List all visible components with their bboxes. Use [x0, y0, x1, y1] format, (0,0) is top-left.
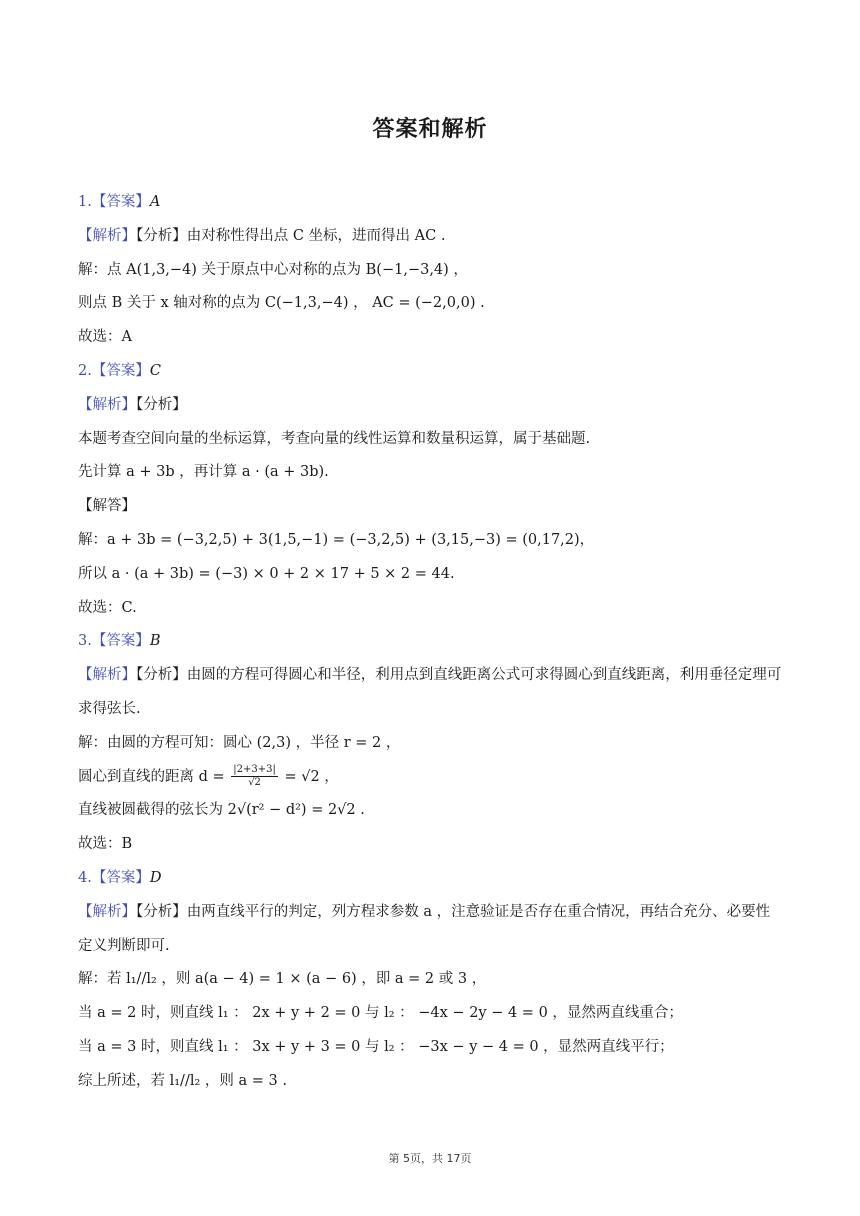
- answer-body: [78, 186, 783, 1099]
- q1-jiexi-tag: 【解析】: [78, 227, 136, 244]
- q1-solution-2: 则点 B 关于 x 轴对称的点为 C(−1,3,−4) ， AC = (−2,0,0) .: [78, 295, 485, 312]
- q3-analysis: [78, 659, 783, 727]
- q4-solution-2: 当 a = 2 时，则直线 l₁ ： 2x + y + 2 = 0 与 l₂ ： −4x − 2y − 4 = 0 ，显然两直线重合；: [78, 1005, 683, 1022]
- q1-solution-1: 解：点 A(1,3,−4) 关于原点中心对称的点为 B(−1,−3,4) ，: [78, 261, 468, 278]
- q1-choice: 故选：A: [78, 329, 132, 346]
- q1-analysis: [78, 220, 783, 254]
- q3-number: 3.: [78, 633, 92, 650]
- q3-fraction-denominator: √2: [248, 777, 261, 789]
- q4-answer-line: [78, 862, 783, 896]
- q1-answer-tag: 【答案】: [91, 194, 150, 210]
- q1-number: 1.: [78, 194, 92, 210]
- q1-answer: A: [149, 194, 161, 210]
- page-title: 答案和解析: [372, 117, 488, 142]
- q2-answer-tag: 【答案】: [91, 362, 150, 379]
- q4-solution-3: 当 a = 3 时，则直线 l₁ ： 3x + y + 3 = 0 与 l₂ ： −3x − y − 4 = 0 ，显然两直线平行；: [78, 1038, 674, 1055]
- q2-analysis: [78, 389, 783, 423]
- q4-answer: D: [149, 869, 162, 886]
- q3-distance-fraction: [231, 764, 278, 789]
- q4-fenxi: 【分析】由两直线平行的判定，列方程求参数 a ，注意验证是否存在重合情况，再结合充分、必要性定义判断即可.: [78, 903, 771, 954]
- q3-solution-2: [78, 761, 783, 795]
- q2-jieda-tag: 【解答】: [78, 498, 136, 515]
- q4-solution-1: 解：若 l₁//l₂ ，则 a(a − 4) = 1 × (a − 6) ，即 a = 2 或 3 ，: [78, 971, 487, 988]
- q3-fraction-numerator: |2+3+3|: [233, 764, 276, 776]
- q4-jiexi-tag: 【解析】: [78, 903, 136, 920]
- q2-solution-1: 解：a + 3b = (−3,2,5) + 3(1,5,−1) = (−3,2,5) + (3,15,−3) = (0,17,2)，: [78, 531, 595, 548]
- q2-choice: 故选：C.: [78, 599, 137, 616]
- q2-solution-2: 所以 a · (a + 3b) = (−3) × 0 + 2 × 17 + 5 × 2 = 44.: [78, 565, 455, 582]
- q3-distance-text: 圆心到直线的距离 d =: [78, 768, 230, 785]
- q4-analysis: [78, 896, 783, 964]
- q2-answer-line: [78, 355, 783, 389]
- q4-answer-tag: 【答案】: [91, 869, 150, 886]
- q4-conclusion: 综上所述，若 l₁//l₂ ，则 a = 3 .: [78, 1072, 287, 1089]
- q3-answer: B: [149, 633, 161, 650]
- q2-fenxi: 【分析】: [136, 396, 187, 413]
- q4-number: 4.: [78, 869, 92, 886]
- q2-text-2: 先计算 a + 3b ，再计算 a · (a + 3b).: [78, 464, 329, 481]
- q3-answer-tag: 【答案】: [91, 633, 150, 650]
- q3-solution-3: 直线被圆截得的弦长为 2√(r² − d²) = 2√2 .: [78, 802, 365, 819]
- q3-fenxi: 【分析】由圆的方程可得圆心和半径，利用点到直线距离公式可求得圆心到直线距离，利用垂径定理可求得弦长.: [78, 667, 782, 717]
- q2-text-1: 本题考查空间向量的坐标运算，考查向量的线性运算和数量积运算，属于基础题.: [78, 430, 591, 447]
- q2-jiexi-tag: 【解析】: [78, 396, 136, 413]
- q3-answer-line: [78, 625, 783, 659]
- q2-number: 2.: [78, 362, 92, 379]
- q3-distance-result: = √2 ，: [279, 768, 339, 785]
- q3-jiexi-tag: 【解析】: [78, 667, 136, 684]
- q3-choice: 故选：B: [78, 836, 133, 853]
- q2-answer: C: [149, 362, 161, 379]
- page-footer: 第 5页，共 17页: [388, 1152, 472, 1165]
- q1-answer-line: [78, 186, 783, 220]
- q3-solution-1: 解：由圆的方程可知：圆心 (2,3) ，半径 r = 2 ，: [78, 734, 401, 751]
- q1-fenxi: 【分析】由对称性得出点 C 坐标，进而得出 AC .: [136, 227, 446, 244]
